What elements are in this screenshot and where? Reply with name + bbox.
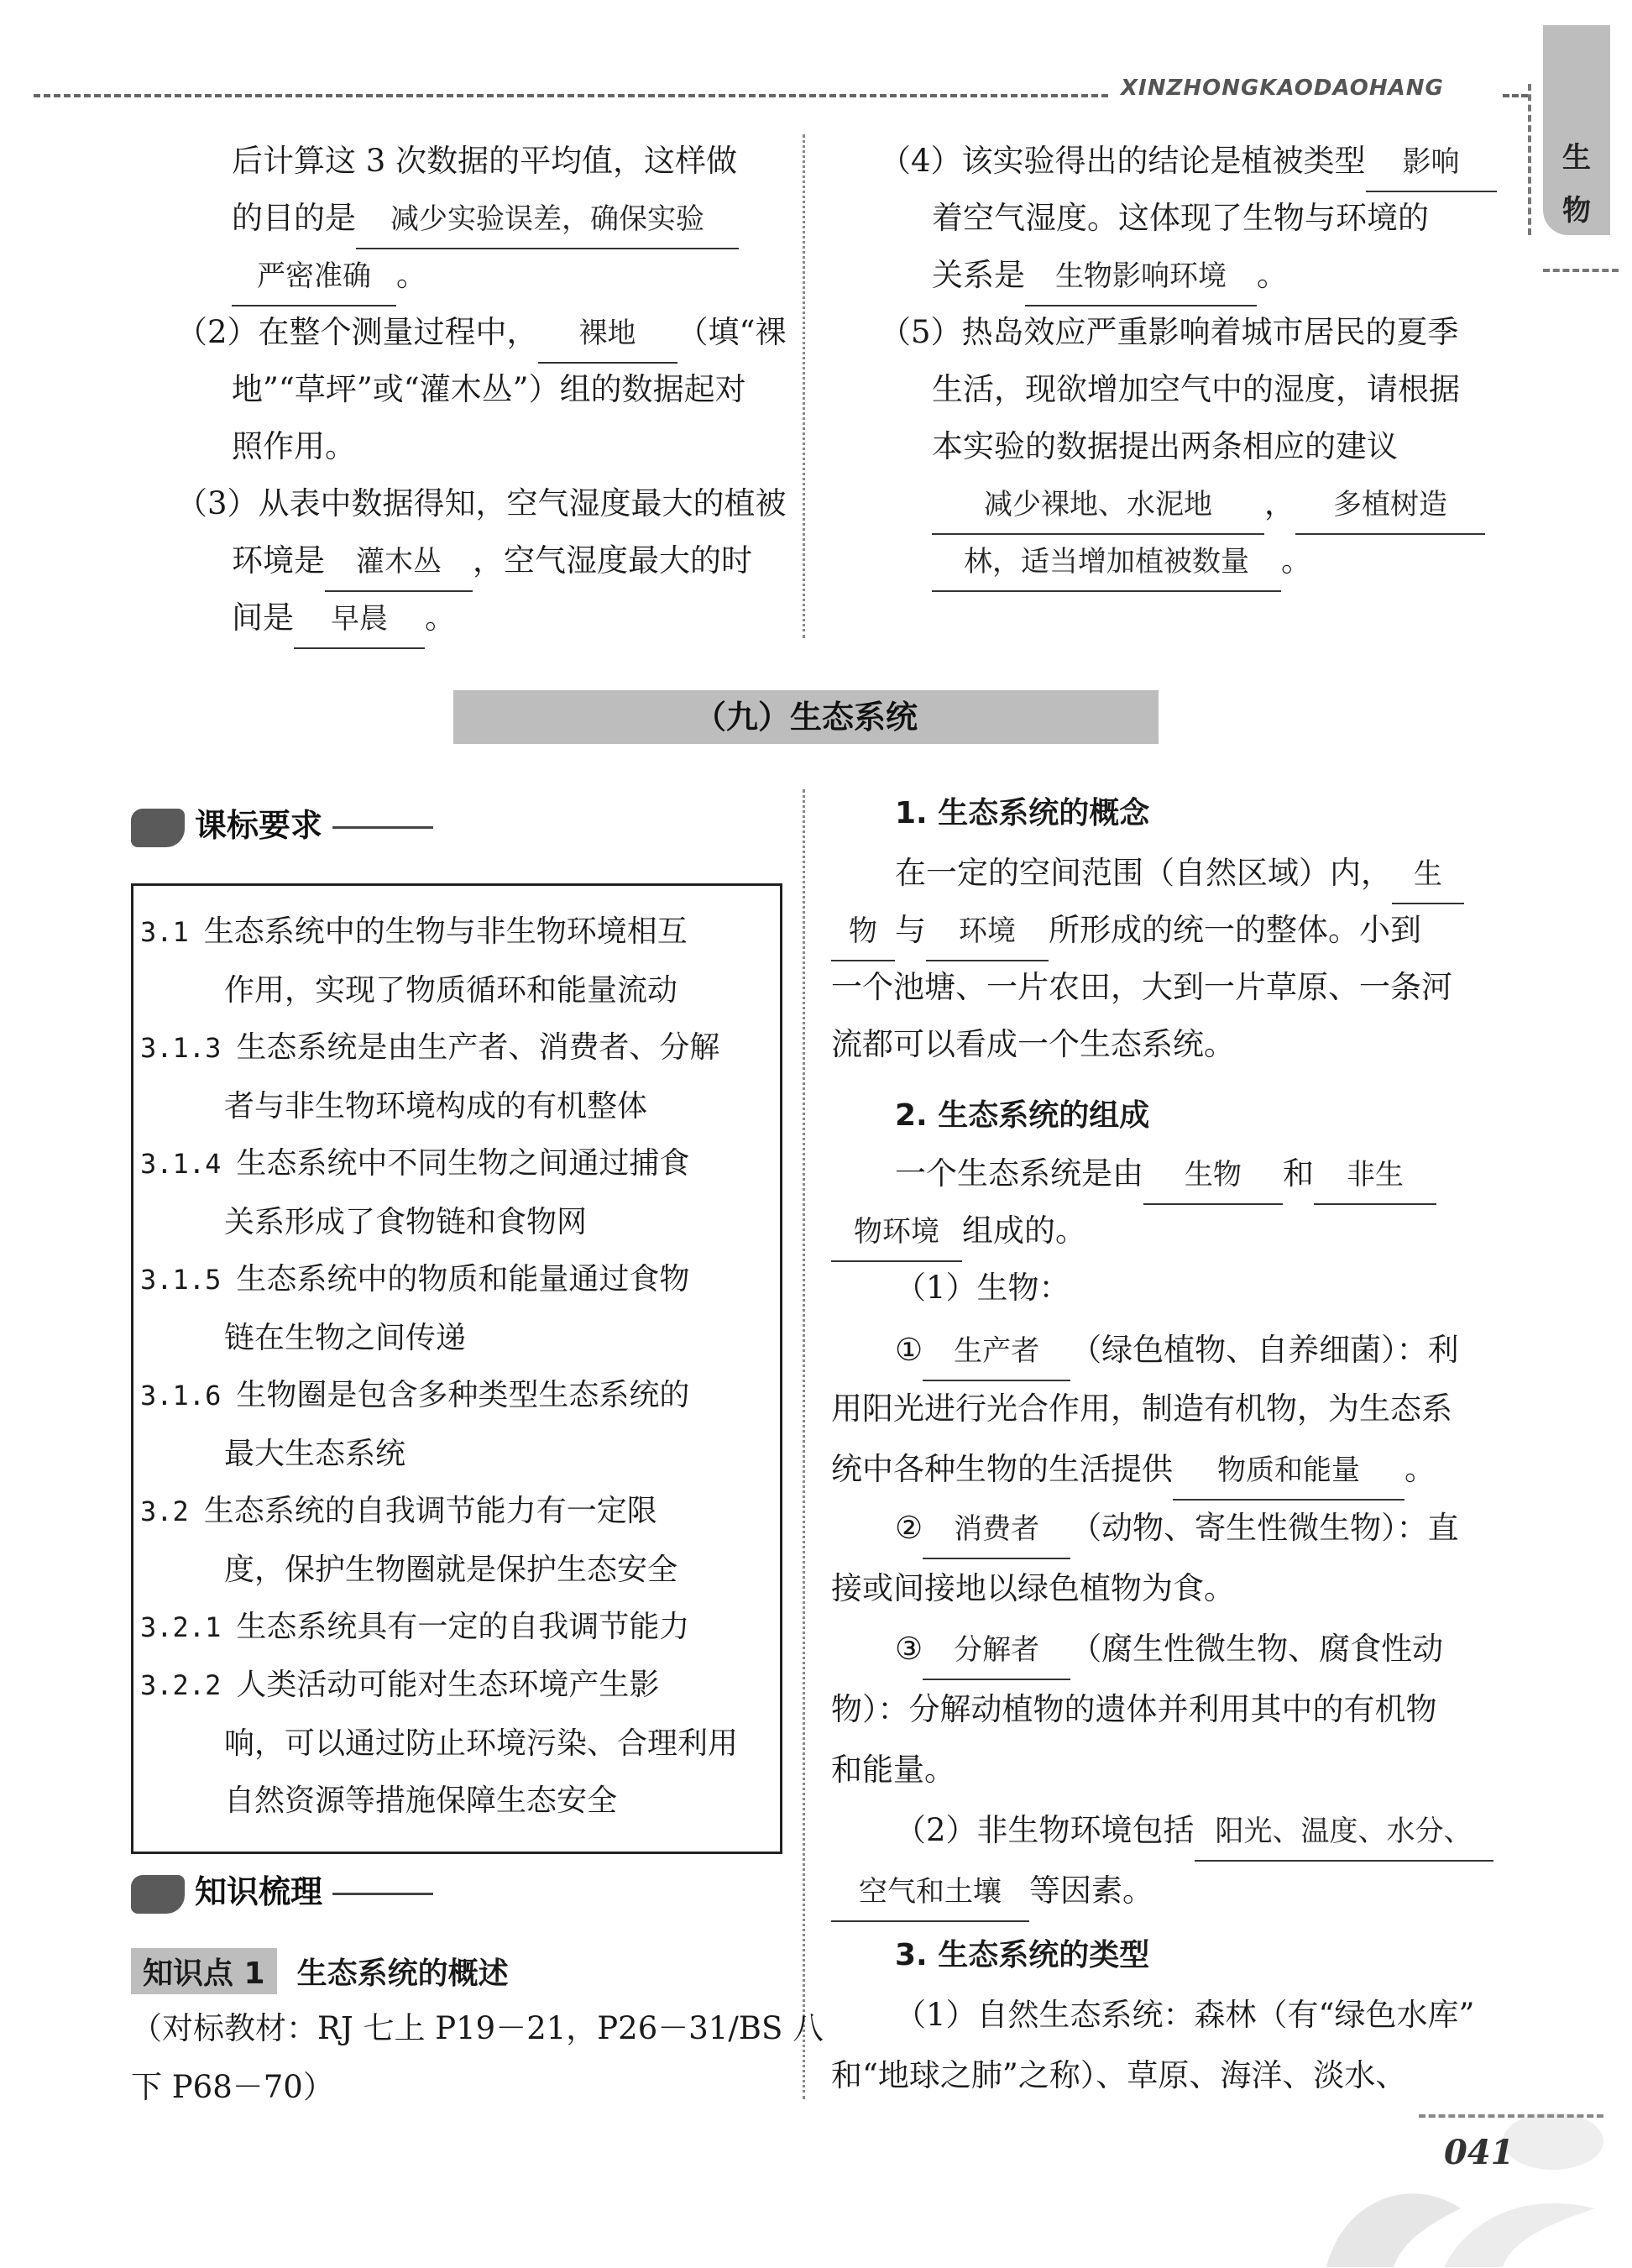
text-line: 物环境 组成的。 bbox=[831, 1202, 1086, 1262]
text-line: 物 与 环境 所形成的统一的整体。小到 bbox=[831, 902, 1421, 961]
answer-blank: 林，适当增加植被数量 bbox=[932, 533, 1281, 592]
curriculum-item: 自然资源等措施保障生态安全 bbox=[224, 1783, 618, 1818]
answer-blank: 早晨 bbox=[294, 590, 425, 649]
page-number: 041 bbox=[1444, 2133, 1514, 2172]
answer-blank: 物 bbox=[831, 903, 895, 961]
subheading-1: 1. 生态系统的概念 bbox=[895, 796, 1150, 830]
text-line: 接或间接地以绿色植物为食。 bbox=[831, 1570, 1235, 1606]
answer-blank: 生物 bbox=[1143, 1146, 1283, 1205]
answer-blank: 物环境 bbox=[831, 1203, 962, 1262]
subheading-3: 3. 生态系统的类型 bbox=[895, 1938, 1150, 1972]
answer-blank: 多植树造 bbox=[1295, 476, 1485, 535]
text-line: （3）从表中数据得知，空气湿度最大的植被 bbox=[176, 485, 787, 521]
header-dashed-rule-right bbox=[1503, 94, 1528, 97]
curriculum-item: 3.1.4 生态系统中不同生物之间通过捕食 关系形成了食物链和食物网 bbox=[140, 1146, 690, 1239]
answer-blank: 生产者 bbox=[923, 1323, 1070, 1381]
column-divider-bottom bbox=[803, 789, 805, 2099]
text-line: 间是 早晨 。 bbox=[232, 589, 456, 649]
footer-dashed-rule bbox=[1419, 2114, 1603, 2118]
answer-blank: 环境 bbox=[926, 903, 1049, 961]
header-dashed-rule bbox=[34, 94, 1108, 97]
answer-blank: 生 bbox=[1392, 846, 1464, 904]
text-line: （1）生物： bbox=[895, 1270, 1070, 1306]
text-line: 在一定的空间范围（自然区域）内， 生 bbox=[895, 845, 1464, 904]
text-line: 本实验的数据提出两条相应的建议 bbox=[932, 428, 1398, 464]
text-line: 林，适当增加植被数量 。 bbox=[932, 532, 1312, 592]
text-line: 的目的是 减少实验误差，确保实验 bbox=[232, 190, 739, 249]
text-line: 和“地球之肺”之称）、草原、海洋、淡水、 bbox=[831, 2057, 1407, 2093]
text-line: 统中各种生物的生活提供 物质和能量 。 bbox=[831, 1441, 1436, 1501]
knowledge-point-tag: 知识点 1 bbox=[131, 1948, 277, 1994]
knowledge-point: 知识点 1 生态系统的概述 bbox=[131, 1948, 509, 1994]
curriculum-heading: 课标要求 bbox=[131, 799, 433, 847]
answer-blank: 生物影响环境 bbox=[1025, 248, 1257, 306]
text-line: 用阳光进行光合作用，制造有机物，为生态系 bbox=[831, 1391, 1452, 1427]
text-line: （4）该实验得出的结论是植被类型 影响 bbox=[880, 133, 1497, 192]
curriculum-item: 3.2.1 生态系统具有一定的自我调节能力 bbox=[140, 1610, 690, 1644]
text-line: （1）自然生态系统：森林（有“绿色水库” bbox=[895, 1997, 1475, 2033]
text-line: 生活，现欲增加空气中的湿度，请根据 bbox=[932, 371, 1460, 407]
text-line: （2）非生物环境包括 阳光、温度、水分、 bbox=[895, 1802, 1493, 1862]
book-icon bbox=[131, 1875, 185, 1914]
text-line: 一个池塘、一片农田，大到一片草原、一条河 bbox=[831, 969, 1452, 1005]
answer-blank: 减少实验误差，确保实验 bbox=[356, 191, 739, 249]
text-line: 流都可以看成一个生态系统。 bbox=[831, 1026, 1235, 1062]
answer-blank: 分解者 bbox=[923, 1621, 1070, 1680]
knowledge-heading: 知识梳理 bbox=[131, 1866, 433, 1914]
section-title: （九）生态系统 bbox=[453, 690, 1159, 744]
column-divider-top bbox=[803, 134, 805, 638]
answer-blank: 阳光、温度、水分、 bbox=[1195, 1803, 1493, 1862]
side-dashed-rule bbox=[1528, 84, 1531, 235]
curriculum-item: 3.1.3 生态系统是由生产者、消费者、分解 者与非生物环境构成的有机整体 bbox=[140, 1030, 720, 1124]
text-line: ③ 分解者 （腐生性微生物、腐食性动 bbox=[895, 1621, 1443, 1680]
curriculum-box bbox=[131, 883, 782, 1854]
answer-blank: 影响 bbox=[1366, 134, 1497, 192]
text-line: 减少裸地、水泥地 ， 多植树造 bbox=[932, 475, 1485, 535]
textbook-ref: 下 P68－70） bbox=[131, 2069, 334, 2105]
subject-tab-char-1: 生 bbox=[1562, 141, 1591, 175]
text-line: 一个生态系统是由 生物 和 非生 bbox=[895, 1145, 1436, 1205]
text-line: 关系是 生物影响环境 。 bbox=[932, 247, 1288, 306]
text-line: 物）：分解动植物的遗体并利用其中的有机物 bbox=[831, 1691, 1437, 1727]
text-line: 空气和土壤 等因素。 bbox=[831, 1862, 1153, 1922]
subheading-2: 2. 生态系统的组成 bbox=[895, 1098, 1150, 1133]
answer-blank: 灌木丛 bbox=[325, 533, 473, 592]
answer-blank: 空气和土壤 bbox=[831, 1863, 1029, 1922]
textbook-ref: （对标教材：RJ 七上 P19－21，P26－31/BS 八 bbox=[131, 2010, 824, 2046]
text-line: 地”“草坪”或“灌木丛”）组的数据起对 bbox=[232, 371, 746, 407]
book-icon bbox=[131, 809, 185, 847]
curriculum-item: 3.1.6 生物圈是包含多种类型生态系统的 最大生态系统 bbox=[140, 1378, 690, 1471]
curriculum-item: 3.2.2 人类活动可能对生态环境产生影 响，可以通过防止环境污染、合理利用 bbox=[140, 1668, 739, 1761]
text-line: （2）在整个测量过程中， 裸地 （填“裸 bbox=[176, 304, 786, 364]
text-line: 着空气湿度。这体现了生物与环境的 bbox=[932, 200, 1429, 236]
curriculum-item: 3.1 生态系统中的生物与非生物环境相互 作用，实现了物质循环和能量流动 bbox=[140, 914, 688, 1008]
answer-blank: 严密准确 bbox=[232, 248, 396, 306]
answer-blank: 物质和能量 bbox=[1173, 1442, 1404, 1501]
answer-blank: 裸地 bbox=[538, 305, 677, 364]
answer-blank: 减少裸地、水泥地 bbox=[932, 476, 1264, 535]
side-dashed-rule-bottom bbox=[1543, 269, 1619, 272]
subject-tab-char-2: 物 bbox=[1562, 194, 1591, 228]
text-line: 照作用。 bbox=[232, 428, 356, 464]
header-title: XINZHONGKAODAOHANG bbox=[1121, 76, 1444, 101]
answer-blank: 非生 bbox=[1314, 1146, 1436, 1205]
text-line: 严密准确 。 bbox=[232, 247, 427, 306]
subject-tab bbox=[1543, 25, 1610, 235]
text-line: ② 消费者 （动物、寄生性微生物）：直 bbox=[895, 1500, 1459, 1559]
curriculum-item: 3.1.5 生态系统中的物质和能量通过食物 链在生物之间传递 bbox=[140, 1262, 690, 1355]
curriculum-item: 3.2 生态系统的自我调节能力有一定限 度，保护生物圈就是保护生态安全 bbox=[140, 1494, 678, 1587]
text-line: 环境是 灌木丛 ，空气湿度最大的时 bbox=[232, 532, 752, 592]
text-line: ① 生产者 （绿色植物、自养细菌）：利 bbox=[895, 1322, 1459, 1381]
text-line: （5）热岛效应严重影响着城市居民的夏季 bbox=[880, 314, 1459, 350]
text-line: 后计算这 3 次数据的平均值，这样做 bbox=[232, 143, 738, 179]
answer-blank: 消费者 bbox=[923, 1501, 1070, 1559]
text-line: 和能量。 bbox=[831, 1752, 955, 1788]
